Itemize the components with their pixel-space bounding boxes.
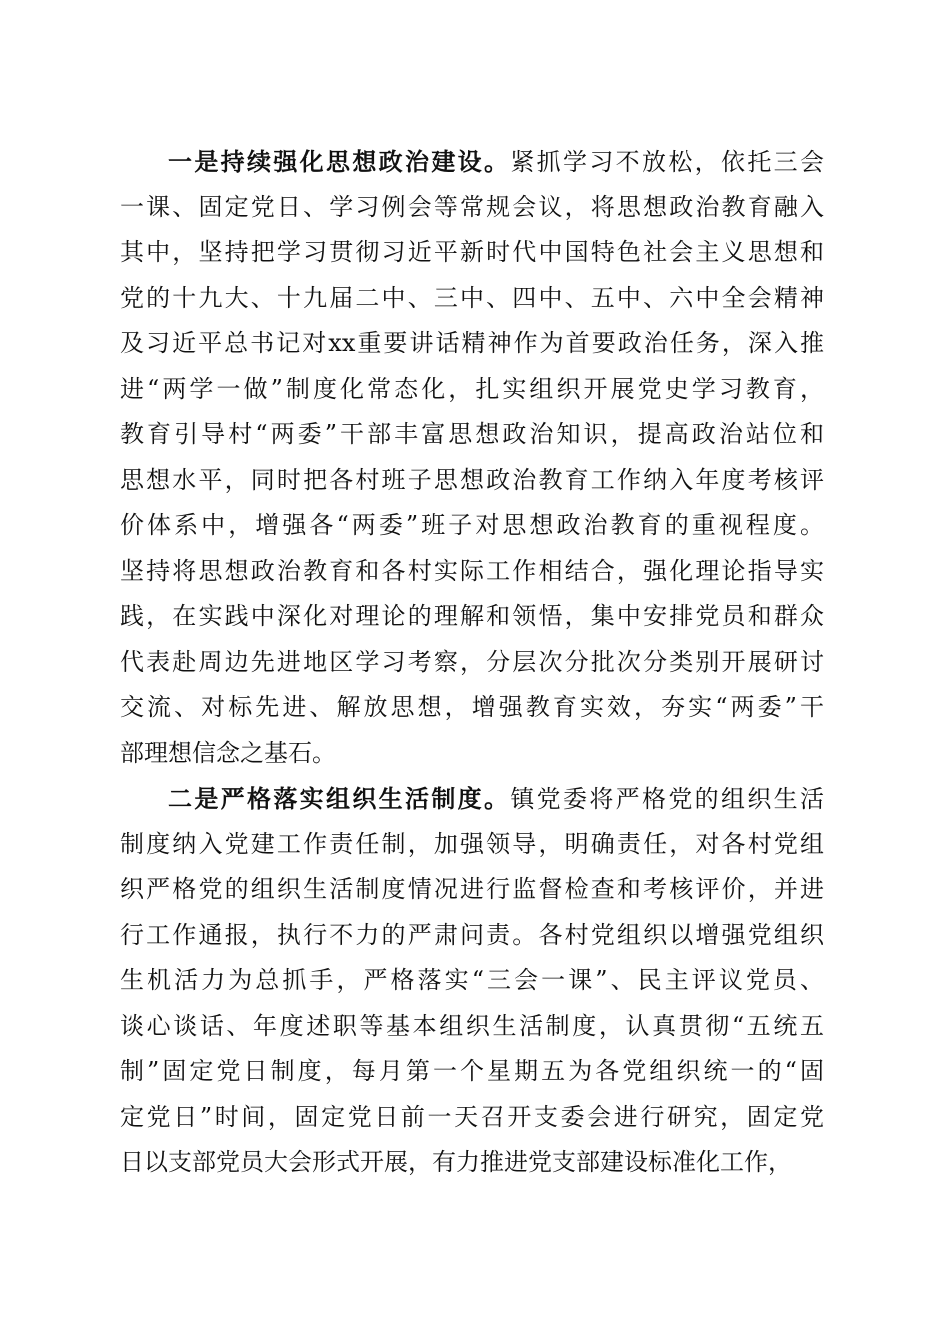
- paragraph-1-line: 教育引导村“两委”干部丰富思想政治知识，提高政治站位和: [120, 420, 824, 448]
- paragraph-1-line: 交流、对标先进、解放思想，增强教育实效，夯实“两委”干: [120, 693, 824, 721]
- paragraph-1-line-1: [120, 139, 824, 185]
- paragraph-1: [120, 139, 824, 776]
- paragraph-2-line: 定党日”时间，固定党日前一天召开支委会进行研究，固定党: [120, 1102, 824, 1131]
- paragraph-2-line-1-rest: 镇党委将严格党的组织生活: [510, 785, 825, 813]
- paragraph-2-line: 织严格党的组织生活制度情况进行监督检查和考核评价，并进: [120, 875, 824, 903]
- paragraph-1-line: 思想水平，同时把各村班子思想政治教育工作纳入年度考核评: [120, 465, 824, 494]
- paragraph-1-line: 一课、固定党日、学习例会等常规会议，将思想政治教育融入: [120, 192, 824, 221]
- paragraph-1-line: 部理想信念之基石。: [120, 738, 336, 767]
- paragraph-2-lead: 二是严格落实组织生活制度。: [168, 784, 511, 813]
- paragraph-1-line: 进“两学一做”制度化常态化，扎实组织开展党史学习教育，: [120, 374, 824, 403]
- paragraph-2-line: 生机活力为总抓手，严格落实“三会一课”、民主评议党员、: [120, 966, 824, 994]
- paragraph-2: [120, 776, 824, 1186]
- paragraph-1-line: 代表赴周边先进地区学习考察，分层次分批次分类别开展研讨: [120, 647, 824, 676]
- paragraph-1-line: 价体系中，增强各“两委”班子对思想政治教育的重视程度。: [120, 511, 824, 539]
- paragraph-1-line: 其中，坚持把学习贯彻习近平新时代中国特色社会主义思想和: [120, 238, 824, 266]
- paragraph-2-line: 行工作通报，执行不力的严肃问责。各村党组织以增强党组织: [120, 920, 824, 949]
- paragraph-1-line: 党的十九大、十九届二中、三中、四中、五中、六中全会精神: [120, 283, 824, 312]
- paragraph-1-line: 及习近平总书记对xx重要讲话精神作为首要政治任务，深入推: [120, 329, 824, 357]
- paragraph-2-line-1: [120, 776, 824, 822]
- paragraph-2-line: 日以支部党员大会形式开展，有力推进党支部建设标准化工作，: [120, 1148, 792, 1176]
- paragraph-1-line: 坚持将思想政治教育和各村实际工作相结合，强化理论指导实: [120, 556, 824, 585]
- paragraph-1-lead: 一是持续强化思想政治建设。: [168, 147, 511, 176]
- paragraph-1-line: 践，在实践中深化对理论的理解和领悟，集中安排党员和群众: [120, 602, 824, 630]
- document-page: [120, 139, 824, 1186]
- paragraph-2-line: 制”固定党日制度，每月第一个星期五为各党组织统一的“固: [120, 1057, 824, 1085]
- paragraph-2-line: 制度纳入党建工作责任制，加强领导，明确责任，对各村党组: [120, 829, 824, 858]
- paragraph-2-line: 谈心谈话、年度述职等基本组织生活制度，认真贯彻“五统五: [120, 1011, 824, 1040]
- paragraph-1-line-1-rest: 紧抓学习不放松，依托三会: [510, 148, 825, 176]
